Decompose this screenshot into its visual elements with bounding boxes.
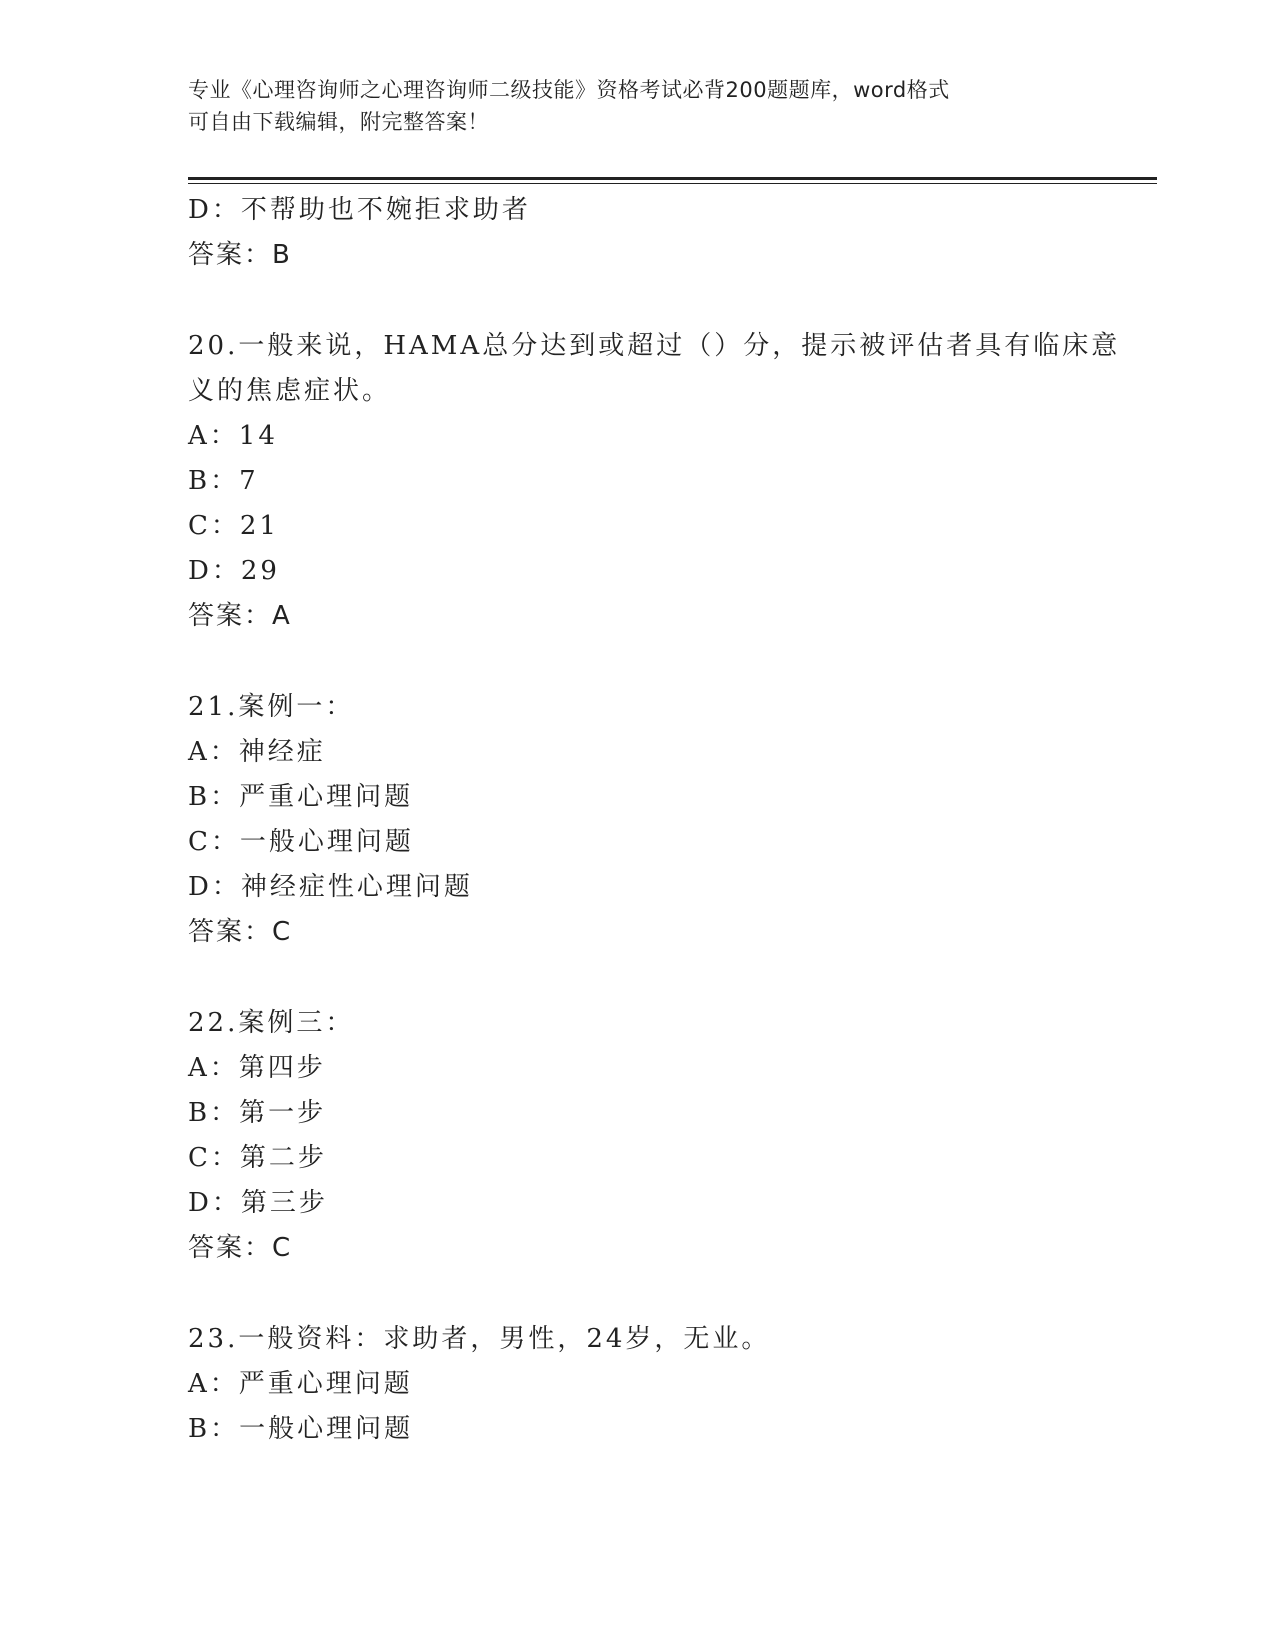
question-stem: 20.一般来说，HAMA总分达到或超过（）分，提示被评估者具有临床意 xyxy=(188,331,1121,361)
option-a: A：神经症 xyxy=(188,737,326,767)
question-23 xyxy=(188,1317,1148,1452)
answer-line: 答案：A xyxy=(188,601,292,631)
option-b: B：第一步 xyxy=(188,1098,327,1128)
option-b: B：严重心理问题 xyxy=(188,782,414,812)
question-20 xyxy=(188,324,1148,639)
option-b: B：7 xyxy=(188,466,259,496)
option-a: A：第四步 xyxy=(188,1053,326,1083)
option-c: C：一般心理问题 xyxy=(188,827,414,857)
option-a: A：严重心理问题 xyxy=(188,1369,413,1399)
option-d: D：29 xyxy=(188,556,280,586)
option-a: A：14 xyxy=(188,421,278,451)
question-22 xyxy=(188,1001,1148,1271)
option-d: D：第三步 xyxy=(188,1188,328,1218)
option-b: B：一般心理问题 xyxy=(188,1414,414,1444)
option-d: D：神经症性心理问题 xyxy=(188,872,473,902)
answer-line: 答案：C xyxy=(188,917,293,947)
option-c: C：21 xyxy=(188,511,279,541)
answer-line: 答案：B xyxy=(188,240,292,270)
option-c: C：第二步 xyxy=(188,1143,327,1173)
option-d: D：不帮助也不婉拒求助者 xyxy=(188,195,531,225)
header-rule-thin xyxy=(188,183,1157,184)
question-stem-cont: 义的焦虑症状。 xyxy=(188,376,392,406)
header-line-1: 专业《心理咨询师之心理咨询师二级技能》资格考试必背200题题库，word格式 xyxy=(188,78,950,102)
question-21 xyxy=(188,685,1148,955)
header-rule-thick xyxy=(188,177,1157,180)
question-stem: 21.案例一： xyxy=(188,692,355,722)
document-body xyxy=(188,188,1148,1452)
question-stem: 23.一般资料：求助者，男性，24岁，无业。 xyxy=(188,1324,771,1354)
question-stem: 22.案例三： xyxy=(188,1008,355,1038)
page-header xyxy=(188,74,1088,138)
answer-line: 答案：C xyxy=(188,1233,293,1263)
header-line-2: 可自由下载编辑，附完整答案！ xyxy=(188,110,489,134)
